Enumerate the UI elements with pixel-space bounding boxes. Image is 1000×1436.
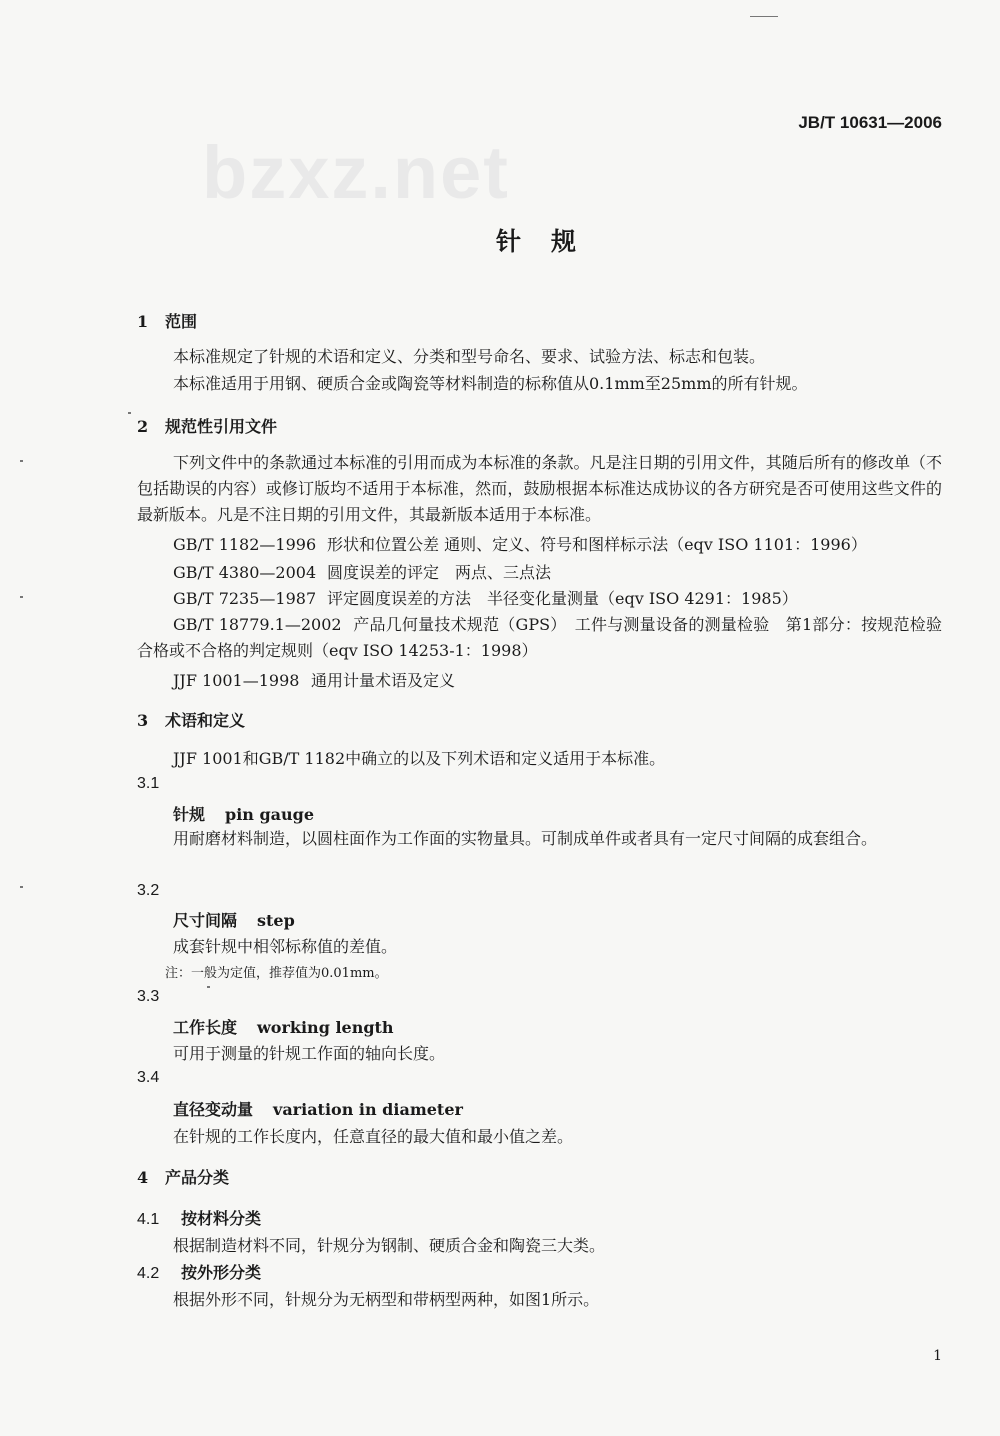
term-zh: 工作长度 (173, 1018, 238, 1037)
subsection-4-2-text: 根据外形不同，针规分为无柄型和带柄型两种，如图1所示。 (173, 1290, 600, 1309)
term-heading (173, 1015, 394, 1038)
term-definition: 成套针规中相邻标称值的差值。 (173, 937, 398, 956)
section-number: 4 (137, 1168, 149, 1187)
subsection-title: 按材料分类 (181, 1209, 262, 1228)
term-number: 3.3 (137, 988, 160, 1005)
term-definition: 在针规的工作长度内，任意直径的最大值和最小值之差。 (173, 1127, 574, 1146)
standard-code: JB/T 10631—2006 (798, 113, 942, 132)
section-4-heading (137, 1165, 229, 1188)
term-number: 3.2 (137, 882, 160, 899)
section-3-intro: JJF 1001和GB/T 1182中确立的以及下列术语和定义适用于本标准。 (173, 749, 666, 768)
subsection-title: 按外形分类 (181, 1263, 262, 1282)
section-2-intro: 下列文件中的条款通过本标准的引用而成为本标准的条款。凡是注日期的引用文件，其随后所有的修改单（不包括勘误的内容）或修订版均不适用于本标准，然而，鼓励根据本标准达成协议的各方研究是否可使用这些文件的最新版本。凡是不注日期的引用文件，其最新版本适用于本标准。 (137, 453, 942, 524)
reference-code: JJF 1001—1998 (173, 671, 300, 690)
reference-title: 形状和位置公差 通则、定义、符号和图样标示法（eqv ISO 1101：1996） (327, 535, 867, 554)
scan-artifact (128, 412, 131, 414)
term-definition: 用耐磨材料制造，以圆柱面作为工作面的实物量具。可制成单件或者具有一定尺寸间隔的成套组合。 (173, 829, 878, 848)
reference-item (173, 586, 798, 609)
term-number: 3.1 (137, 775, 160, 792)
reference-code: GB/T 1182—1996 (173, 535, 317, 554)
term-zh: 针规 (173, 805, 206, 824)
term-en: working length (257, 1018, 394, 1037)
reference-title: 通用计量术语及定义 (311, 671, 456, 690)
scan-artifact (20, 886, 23, 888)
term-zh: 直径变动量 (173, 1100, 254, 1119)
section-number: 1 (137, 312, 149, 331)
term-en: pin gauge (225, 805, 315, 824)
subsection-number: 4.2 (137, 1265, 160, 1282)
watermark: bzxz.net (202, 131, 510, 214)
reference-code: GB/T 4380—2004 (173, 563, 317, 582)
term-definition: 可用于测量的针规工作面的轴向长度。 (173, 1044, 446, 1063)
scan-artifact (207, 986, 210, 988)
reference-title: 评定圆度误差的方法 半径变化量测量（eqv ISO 4291：1985） (327, 589, 798, 608)
term-note: 注：一般为定值，推荐值为0.01mm。 (165, 966, 388, 981)
term-zh: 尺寸间隔 (173, 911, 238, 930)
subsection-4-2-heading (137, 1260, 261, 1283)
term-heading (173, 908, 295, 931)
term-en: step (257, 911, 295, 930)
section-number: 3 (137, 711, 149, 730)
reference-code: GB/T 18779.1—2002 (173, 615, 342, 634)
reference-item (173, 560, 551, 583)
section-1-paragraph-2: 本标准适用于用钢、硬质合金或陶瓷等材料制造的标称值从0.1mm至25mm的所有针规。 (173, 374, 808, 393)
subsection-4-1-heading (137, 1206, 261, 1229)
scan-artifact (20, 596, 23, 598)
subsection-number: 4.1 (137, 1211, 160, 1228)
section-title: 规范性引用文件 (165, 417, 278, 436)
scan-artifact (20, 460, 23, 462)
section-1-paragraph-1: 本标准规定了针规的术语和定义、分类和型号命名、要求、试验方法、标志和包装。 (173, 347, 766, 366)
term-en: variation in diameter (273, 1100, 463, 1119)
page-number: 1 (933, 1348, 942, 1364)
reference-code: GB/T 7235—1987 (173, 589, 317, 608)
section-title: 产品分类 (165, 1168, 230, 1187)
term-heading (173, 1097, 463, 1120)
section-number: 2 (137, 417, 149, 436)
reference-title: 圆度误差的评定 两点、三点法 (327, 563, 552, 582)
section-title: 术语和定义 (165, 711, 246, 730)
section-title: 范围 (165, 312, 198, 331)
term-heading (173, 802, 314, 825)
section-2-heading (137, 414, 277, 437)
page-title: 针规 (496, 227, 607, 256)
scan-artifact (750, 16, 778, 17)
term-number: 3.4 (137, 1069, 160, 1086)
section-3-heading (137, 708, 245, 731)
reference-item (173, 532, 867, 555)
reference-item (173, 668, 455, 691)
reference-title: 产品几何量技术规范（GPS） 工件与测量设备的测量检验 第1部分：按规范检验合格或不合格的判定规则（eqv ISO 14253-1：1998） (137, 615, 942, 660)
section-1-heading (137, 309, 197, 332)
reference-item (137, 612, 942, 664)
subsection-4-1-text: 根据制造材料不同，针规分为钢制、硬质合金和陶瓷三大类。 (173, 1236, 606, 1255)
